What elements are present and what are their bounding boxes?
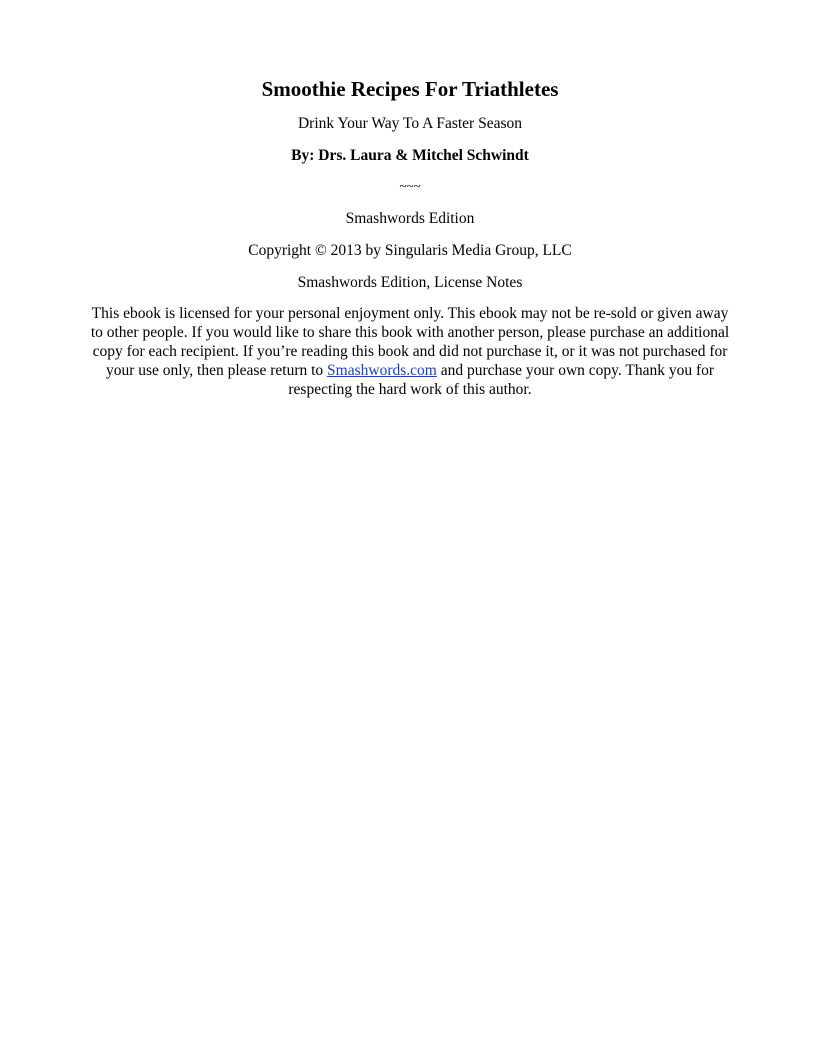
- license-line: This ebook is licensed for your personal enjoyment only. This ebook may not be re-sold or given away: [91, 305, 729, 322]
- book-subtitle: Drink Your Way To A Faster Season: [297, 115, 522, 132]
- book-author: By: Drs. Laura & Mitchel Schwindt: [291, 147, 529, 164]
- license-notes-heading: Smashwords Edition, License Notes: [297, 274, 523, 291]
- license-line: to other people. If you would like to share this book with another person, please purchase an additional: [90, 324, 730, 341]
- license-notes-body: [74, 304, 746, 399]
- smashwords-link[interactable]: Smashwords.com: [327, 362, 437, 379]
- section-separator: ~~~: [399, 178, 421, 193]
- license-line-text: and purchase your own copy. Thank you for: [436, 362, 715, 379]
- license-line: respecting the hard work of this author.: [288, 381, 532, 398]
- edition-label: Smashwords Edition: [345, 210, 475, 227]
- copyright-notice: Copyright © 2013 by Singularis Media Group, LLC: [248, 242, 572, 259]
- license-line: [74, 361, 746, 380]
- license-line-text: your use only, then please return to: [105, 362, 328, 379]
- book-title: Smoothie Recipes For Triathletes: [261, 77, 559, 101]
- license-line: copy for each recipient. If you’re reading this book and did not purchase it, or it was not purchased for: [92, 343, 728, 360]
